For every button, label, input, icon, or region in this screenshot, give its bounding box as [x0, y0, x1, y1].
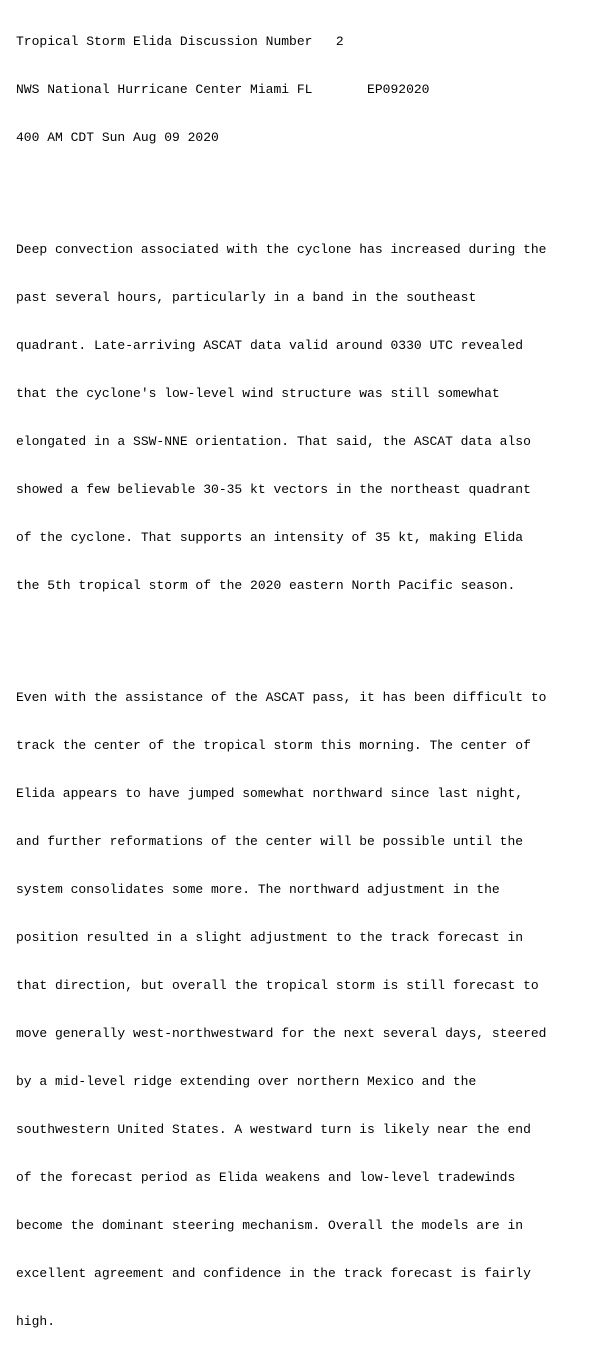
paragraph-2-line: and further reformations of the center will be possible until the [16, 834, 524, 849]
paragraph-2-line: Even with the assistance of the ASCAT pass, it has been difficult to [16, 690, 547, 705]
paragraph-2-line: high. [16, 1314, 56, 1329]
paragraph-1-line: that the cyclone's low-level wind structure was still somewhat [16, 386, 500, 401]
issuing-office: NWS National Hurricane Center Miami FL EP092020 [16, 82, 430, 97]
paragraph-2-line: southwestern United States. A westward turn is likely near the end [16, 1122, 531, 1137]
paragraph-1-line: Deep convection associated with the cyclone has increased during the [16, 242, 547, 257]
issue-time: 400 AM CDT Sun Aug 09 2020 [16, 130, 219, 145]
paragraph-1-line: of the cyclone. That supports an intensity of 35 kt, making Elida [16, 530, 524, 545]
paragraph-1-line: quadrant. Late-arriving ASCAT data valid around 0330 UTC revealed [16, 338, 524, 353]
blank-line [16, 178, 612, 194]
paragraph-1-line: the 5th tropical storm of the 2020 eastern North Pacific season. [16, 578, 516, 593]
paragraph-2-line: track the center of the tropical storm this morning. The center of [16, 738, 531, 753]
blank-line [16, 626, 612, 642]
paragraph-1-line: past several hours, particularly in a band in the southeast [16, 290, 477, 305]
paragraph-2-line: move generally west-northwestward for the next several days, steered [16, 1026, 547, 1041]
paragraph-2-line: of the forecast period as Elida weakens and low-level tradewinds [16, 1170, 516, 1185]
paragraph-2-line: Elida appears to have jumped somewhat northward since last night, [16, 786, 524, 801]
paragraph-2-line: that direction, but overall the tropical storm is still forecast to [16, 978, 539, 993]
paragraph-2-line: excellent agreement and confidence in the track forecast is fairly [16, 1266, 531, 1281]
paragraph-2-line: by a mid-level ridge extending over northern Mexico and the [16, 1074, 477, 1089]
bulletin-title: Tropical Storm Elida Discussion Number 2 [16, 34, 344, 49]
paragraph-2-line: position resulted in a slight adjustment to the track forecast in [16, 930, 524, 945]
paragraph-1-line: elongated in a SSW-NNE orientation. That said, the ASCAT data also [16, 434, 531, 449]
paragraph-1-line: showed a few believable 30-35 kt vectors in the northeast quadrant [16, 482, 531, 497]
paragraph-2-line: become the dominant steering mechanism. Overall the models are in [16, 1218, 524, 1233]
paragraph-2-line: system consolidates some more. The northward adjustment in the [16, 882, 500, 897]
